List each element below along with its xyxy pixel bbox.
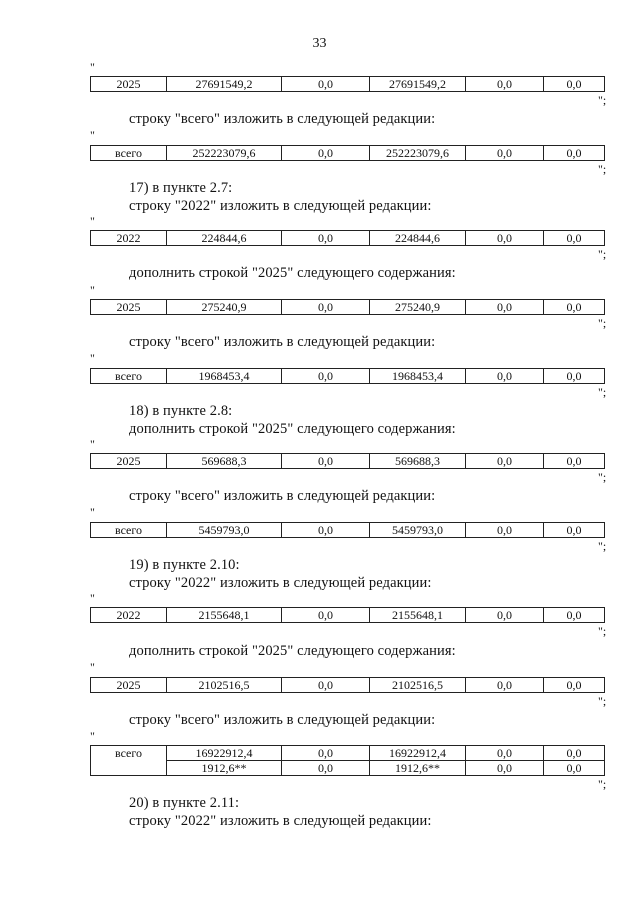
table-row — [91, 678, 605, 693]
instruction-paragraph: 19) в пункте 2.10: — [129, 557, 240, 573]
closing-quote: "; — [598, 162, 607, 176]
instruction-paragraph: строку "всего" изложить в следующей редакции: — [129, 712, 436, 728]
value-cell: 0,0 — [466, 523, 544, 538]
closing-quote: "; — [598, 777, 607, 791]
table-row — [91, 231, 605, 246]
value-cell: 569688,3 — [167, 454, 282, 469]
budget-row-table — [90, 522, 605, 538]
table-row — [91, 746, 605, 761]
row-label-cell: 2022 — [91, 231, 167, 246]
opening-quote: " — [90, 214, 95, 228]
value-cell: 0,0 — [544, 523, 605, 538]
value-cell: 16922912,4 — [370, 746, 466, 761]
value-cell: 1912,6** — [167, 761, 282, 776]
opening-quote: " — [90, 660, 95, 674]
budget-row-table — [90, 368, 605, 384]
value-cell: 0,0 — [544, 146, 605, 161]
value-cell: 0,0 — [466, 678, 544, 693]
value-cell: 1912,6** — [370, 761, 466, 776]
page-number: 33 — [312, 36, 327, 51]
value-cell: 0,0 — [466, 761, 544, 776]
value-cell: 16922912,4 — [167, 746, 282, 761]
value-cell: 0,0 — [282, 678, 370, 693]
table-row — [91, 523, 605, 538]
value-cell: 27691549,2 — [167, 77, 282, 92]
table-row — [91, 454, 605, 469]
table-row — [91, 146, 605, 161]
instruction-paragraph: строку "2022" изложить в следующей редакции: — [129, 813, 432, 829]
value-cell: 0,0 — [282, 369, 370, 384]
value-cell: 0,0 — [466, 77, 544, 92]
instruction-paragraph: строку "2022" изложить в следующей редакции: — [129, 198, 432, 214]
value-cell: 0,0 — [544, 746, 605, 761]
value-cell: 0,0 — [282, 231, 370, 246]
instruction-paragraph: строку "всего" изложить в следующей редакции: — [129, 111, 436, 127]
value-cell: 1968453,4 — [167, 369, 282, 384]
value-cell: 27691549,2 — [370, 77, 466, 92]
value-cell: 275240,9 — [167, 300, 282, 315]
row-label-cell: 2022 — [91, 608, 167, 623]
opening-quote: " — [90, 283, 95, 297]
budget-row-table — [90, 453, 605, 469]
budget-row-table — [90, 230, 605, 246]
budget-row-table — [90, 607, 605, 623]
row-label-cell: 2025 — [91, 678, 167, 693]
value-cell: 0,0 — [282, 77, 370, 92]
table-row — [91, 77, 605, 92]
instruction-paragraph: 18) в пункте 2.8: — [129, 403, 233, 419]
row-label-cell: всего — [91, 746, 167, 776]
budget-row-table — [90, 745, 605, 776]
value-cell: 0,0 — [282, 746, 370, 761]
table-row — [91, 369, 605, 384]
instruction-paragraph: дополнить строкой "2025" следующего содержания: — [129, 421, 456, 437]
value-cell: 0,0 — [466, 746, 544, 761]
value-cell: 0,0 — [544, 300, 605, 315]
value-cell: 252223079,6 — [370, 146, 466, 161]
table-row — [91, 300, 605, 315]
closing-quote: "; — [598, 694, 607, 708]
row-label-cell: всего — [91, 146, 167, 161]
value-cell: 224844,6 — [167, 231, 282, 246]
value-cell: 0,0 — [466, 300, 544, 315]
opening-quote: " — [90, 60, 95, 74]
value-cell: 569688,3 — [370, 454, 466, 469]
instruction-paragraph: строку "всего" изложить в следующей редакции: — [129, 488, 436, 504]
opening-quote: " — [90, 729, 95, 743]
value-cell: 0,0 — [544, 77, 605, 92]
opening-quote: " — [90, 128, 95, 142]
value-cell: 0,0 — [282, 300, 370, 315]
value-cell: 0,0 — [544, 608, 605, 623]
value-cell: 0,0 — [466, 231, 544, 246]
closing-quote: "; — [598, 247, 607, 261]
value-cell: 2102516,5 — [167, 678, 282, 693]
value-cell: 5459793,0 — [167, 523, 282, 538]
budget-row-table — [90, 677, 605, 693]
budget-row-table — [90, 299, 605, 315]
value-cell: 2155648,1 — [370, 608, 466, 623]
value-cell: 0,0 — [466, 454, 544, 469]
value-cell: 2155648,1 — [167, 608, 282, 623]
value-cell: 0,0 — [466, 608, 544, 623]
closing-quote: "; — [598, 385, 607, 399]
value-cell: 0,0 — [544, 231, 605, 246]
value-cell: 1968453,4 — [370, 369, 466, 384]
table-row — [91, 608, 605, 623]
closing-quote: "; — [598, 93, 607, 107]
value-cell: 5459793,0 — [370, 523, 466, 538]
row-label-cell: 2025 — [91, 300, 167, 315]
closing-quote: "; — [598, 470, 607, 484]
value-cell: 2102516,5 — [370, 678, 466, 693]
row-label-cell: 2025 — [91, 77, 167, 92]
opening-quote: " — [90, 437, 95, 451]
value-cell: 0,0 — [544, 761, 605, 776]
value-cell: 0,0 — [282, 761, 370, 776]
value-cell: 0,0 — [466, 369, 544, 384]
row-label-cell: 2025 — [91, 454, 167, 469]
value-cell: 0,0 — [466, 146, 544, 161]
table-row — [91, 761, 605, 776]
instruction-paragraph: строку "2022" изложить в следующей редакции: — [129, 575, 432, 591]
closing-quote: "; — [598, 624, 607, 638]
instruction-paragraph: строку "всего" изложить в следующей редакции: — [129, 334, 436, 350]
opening-quote: " — [90, 505, 95, 519]
instruction-paragraph: 20) в пункте 2.11: — [129, 795, 240, 811]
value-cell: 0,0 — [544, 454, 605, 469]
instruction-paragraph: 17) в пункте 2.7: — [129, 180, 233, 196]
value-cell: 0,0 — [282, 454, 370, 469]
value-cell: 275240,9 — [370, 300, 466, 315]
budget-row-table — [90, 76, 605, 92]
closing-quote: "; — [598, 539, 607, 553]
opening-quote: " — [90, 351, 95, 365]
instruction-paragraph: дополнить строкой "2025" следующего содержания: — [129, 643, 456, 659]
value-cell: 0,0 — [544, 369, 605, 384]
value-cell: 0,0 — [282, 146, 370, 161]
budget-row-table — [90, 145, 605, 161]
value-cell: 0,0 — [282, 608, 370, 623]
row-label-cell: всего — [91, 523, 167, 538]
value-cell: 224844,6 — [370, 231, 466, 246]
row-label-cell: всего — [91, 369, 167, 384]
value-cell: 0,0 — [282, 523, 370, 538]
value-cell: 0,0 — [544, 678, 605, 693]
closing-quote: "; — [598, 316, 607, 330]
opening-quote: " — [90, 591, 95, 605]
value-cell: 252223079,6 — [167, 146, 282, 161]
instruction-paragraph: дополнить строкой "2025" следующего содержания: — [129, 265, 456, 281]
